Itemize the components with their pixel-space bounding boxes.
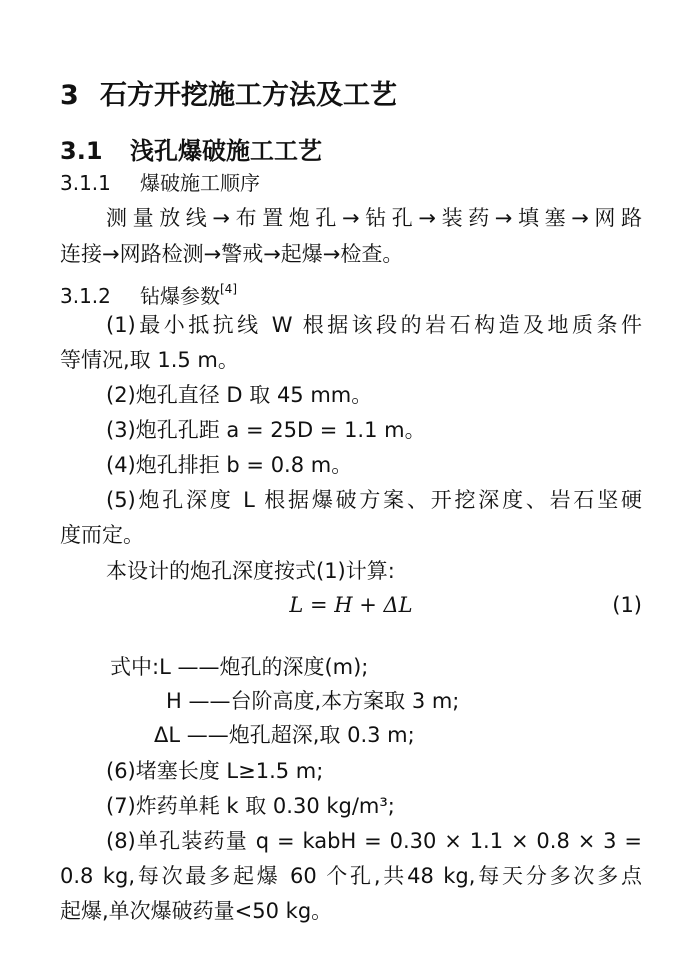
section-number: 3.1.1 bbox=[60, 171, 111, 195]
param-1-line-2: 等情况,取 1.5 m。 bbox=[60, 348, 239, 372]
section-title: 石方开挖施工方法及工艺 bbox=[100, 80, 397, 111]
sequence-line-1: 测量放线→布置炮孔→钻孔→装药→填塞→网路 bbox=[106, 206, 642, 230]
param-8-line-1: (8)单孔装药量 q = kabH = 0.30 × 1.1 × 0.8 × 3 = bbox=[106, 829, 642, 853]
equation: L = H + ΔL bbox=[289, 593, 413, 617]
calc-intro: 本设计的炮孔深度按式(1)计算: bbox=[106, 559, 395, 583]
param-6: (6)堵塞长度 L≥1.5 m; bbox=[106, 759, 324, 783]
section-number: 3.1 bbox=[60, 137, 103, 165]
section-heading-3-1 bbox=[60, 134, 642, 168]
param-8-line-3: 起爆,单次爆破药量<50 kg。 bbox=[60, 899, 333, 923]
param-7: (7)炸药单耗 k 取 0.30 kg/m³; bbox=[106, 794, 395, 818]
equation-number: (1) bbox=[612, 593, 642, 617]
where-line-1: 式中:L ——炮孔的深度(m); bbox=[110, 655, 369, 679]
param-4: (4)炮孔排拒 b = 0.8 m。 bbox=[106, 453, 353, 477]
param-1-line-1: (1)最小抵抗线 W 根据该段的岩石构造及地质条件 bbox=[106, 313, 642, 337]
section-title: 浅孔爆破施工工艺 bbox=[130, 137, 322, 165]
section-heading-3-1-2 bbox=[60, 274, 642, 311]
param-5-line-1: (5)炮孔深度 L 根据爆破方案、开挖深度、岩石坚硬 bbox=[106, 488, 642, 512]
equation-row bbox=[60, 590, 642, 620]
param-8-line-2: 0.8 kg,每次最多起爆 60 个孔,共48 kg,每天分多次多点 bbox=[60, 864, 642, 888]
sequence-line-2: 连接→网路检测→警戒→起爆→检查。 bbox=[60, 242, 404, 266]
param-2: (2)炮孔直径 D 取 45 mm。 bbox=[106, 383, 373, 407]
section-heading-3 bbox=[60, 78, 642, 114]
citation-ref: [4] bbox=[220, 282, 237, 296]
section-heading-3-1-1 bbox=[60, 168, 642, 198]
section-number: 3.1.2 bbox=[60, 284, 111, 308]
param-3: (3)炮孔孔距 a = 25D = 1.1 m。 bbox=[106, 418, 426, 442]
where-line-3: ΔL ——炮孔超深,取 0.3 m; bbox=[154, 723, 415, 747]
section-title: 钻爆参数 bbox=[140, 284, 220, 308]
where-line-2: H ——台阶高度,本方案取 3 m; bbox=[166, 689, 460, 713]
param-5-line-2: 度而定。 bbox=[60, 523, 144, 547]
section-number: 3 bbox=[60, 80, 79, 111]
section-title: 爆破施工顺序 bbox=[140, 171, 260, 195]
